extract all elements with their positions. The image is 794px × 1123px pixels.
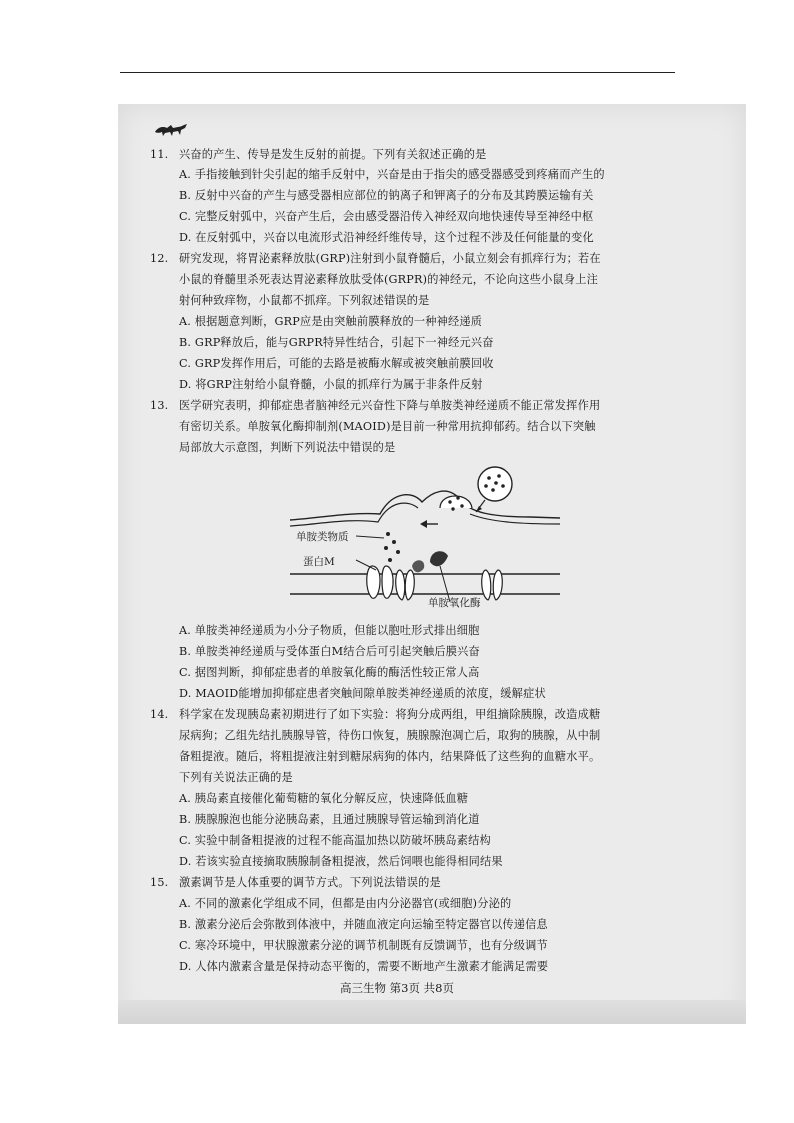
q11-choice-b: B. 反射中兴奋的产生与感受器相应部位的钠离子和钾离子的分布及其跨膜运输有关 <box>179 189 594 202</box>
label-monoamine: 单胺类物质 <box>296 531 349 543</box>
label-protein-m: 蛋白M <box>303 556 335 568</box>
q11-stem: 兴奋的产生、传导是发生反射的前提。下列有关叙述正确的是 <box>179 148 487 161</box>
q14-choice-d: D. 若该实验直接摘取胰腺制备粗提液，然后饲喂也能得相同结果 <box>179 855 503 868</box>
q14-choice-a: A. 胰岛素直接催化葡萄糖的氧化分解反应，快速降低血糖 <box>179 792 469 805</box>
mao-enzyme-1 <box>430 551 448 566</box>
page-footer: 高三生物 第3页 共8页 <box>340 981 454 995</box>
q13-stem-line3: 局部放大示意图，判断下列说法中错误的是 <box>179 441 396 454</box>
q14-stem-line3: 备粗提液。随后，将粗提液注射到糖尿病狗的体内，结果降低了这些狗的血糖水平。 <box>179 750 601 763</box>
q12-stem-line1: 研究发现，将胃泌素释放肽(GRP)注射到小鼠脊髓后，小鼠立刻会有抓痒行为；若在 <box>179 252 601 265</box>
q14-choice-c: C. 实验中制备粗提液的过程不能高温加热以防破坏胰岛素结构 <box>179 834 491 847</box>
fusing-vesicle <box>440 496 472 508</box>
scan-bottom-edge <box>118 1000 746 1024</box>
q12-choice-b: B. GRP释放后，能与GRPR特异性结合，引起下一神经元兴奋 <box>179 336 494 349</box>
q14-number: 14. <box>150 708 169 721</box>
mao-enzyme-2 <box>412 560 424 572</box>
label-mao: 单胺氧化酶 <box>428 597 481 609</box>
q15-choice-d: D. 人体内激素含量是保持动态平衡的，需要不断地产生激素才能满足需要 <box>179 960 549 973</box>
q12-choice-d: D. 将GRP注射给小鼠脊髓，小鼠的抓痒行为属于非条件反射 <box>179 378 483 391</box>
q13-stem-line2: 有密切关系。单胺氧化酶抑制剂(MAOID)是目前一种常用抗抑郁药。结合以下突触 <box>179 420 596 433</box>
q12-choice-a: A. 根据题意判断，GRP应是由突触前膜释放的一种神经递质 <box>179 315 483 328</box>
q12-choice-c: C. GRP发挥作用后，可能的去路是被酶水解或被突触前膜回收 <box>179 357 494 370</box>
q11-choice-c: C. 完整反射弧中，兴奋产生后，会由感受器沿传入神经双向地快速传导至神经中枢 <box>179 210 594 223</box>
monoamine-dots <box>384 532 400 562</box>
q15-choice-c: C. 寒冷环境中，甲状腺激素分泌的调节机制既有反馈调节，也有分级调节 <box>179 939 548 952</box>
header-rule <box>120 72 675 73</box>
q11-choice-a: A. 手指接触到针尖引起的缩手反射中，兴奋是由于指尖的感受器感受到疼痛而产生的 <box>179 168 605 181</box>
q14-choice-b: B. 胰腺腺泡也能分泌胰岛素，且通过胰腺导管运输到消化道 <box>179 813 480 826</box>
q13-choice-a: A. 单胺类神经递质为小分子物质，但能以胞吐形式排出细胞 <box>179 624 480 637</box>
q12-stem-line3: 射何种致痒物，小鼠都不抓痒。下列叙述错误的是 <box>179 294 430 307</box>
q15-choice-a: A. 不同的激素化学组成不同，但都是由内分泌器官(或细胞)分泌的 <box>179 897 512 910</box>
q14-stem-line2: 尿病狗；乙组先结扎胰腺导管，待伤口恢复，胰腺腺泡凋亡后，取狗的胰腺，从中制 <box>179 729 601 742</box>
q15-choice-b: B. 激素分泌后会弥散到体液中，并随血液定向运输至特定器官以传递信息 <box>179 918 548 931</box>
presynaptic-membrane <box>290 491 560 520</box>
q11-choice-d: D. 在反射弧中，兴奋以电流形式沿神经纤维传导，这个过程不涉及任何能量的变化 <box>179 231 594 244</box>
q15-number: 15. <box>150 876 169 889</box>
q13-choice-b: B. 单胺类神经递质与受体蛋白M结合后可引起突触后膜兴奋 <box>179 645 480 658</box>
animal-logo-icon <box>153 121 189 137</box>
q15-stem: 激素调节是人体重要的调节方式。下列说法错误的是 <box>179 876 441 889</box>
q13-number: 13. <box>150 399 169 412</box>
q14-stem-line4: 下列有关说法正确的是 <box>179 771 293 784</box>
q13-choice-c: C. 据图判断，抑郁症患者的单胺氧化酶的酶活性较正常人高 <box>179 666 480 679</box>
q14-stem-line1: 科学家在发现胰岛素初期进行了如下实验：将狗分成两组，甲组摘除胰腺，改造成糖 <box>179 708 601 721</box>
q11-number: 11. <box>150 148 169 161</box>
q12-number: 12. <box>150 252 169 265</box>
q13-choice-d: D. MAOID能增加抑郁症患者突触间隙单胺类神经递质的浓度，缓解症状 <box>179 687 546 700</box>
q13-stem-line1: 医学研究表明，抑郁症患者脑神经元兴奋性下降与单胺类神经递质不能正常发挥作用 <box>179 399 601 412</box>
q12-stem-line2: 小鼠的脊髓里杀死表达胃泌素释放肽受体(GRPR)的神经元，不论向这些小鼠身上注 <box>179 273 599 286</box>
postsynaptic-membrane <box>290 574 560 594</box>
